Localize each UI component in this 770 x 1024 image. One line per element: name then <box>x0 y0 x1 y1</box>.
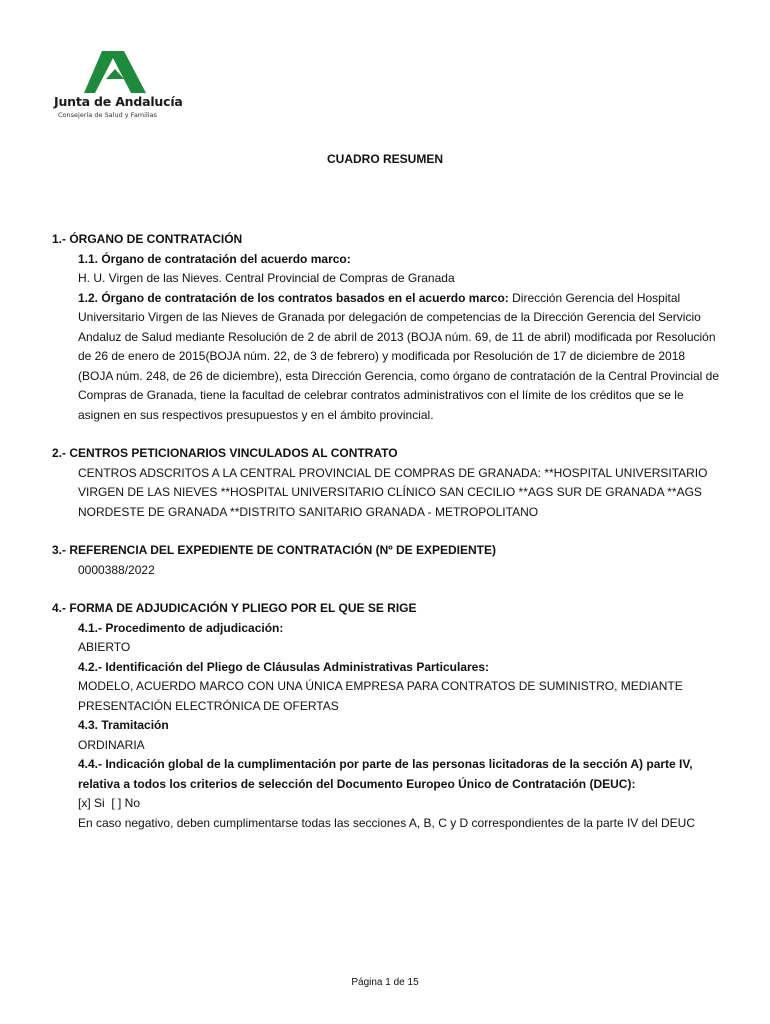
section-4-heading: 4.- FORMA DE ADJUDICACIÓN Y PLIEGO POR EL QUE SE RIGE <box>52 601 417 615</box>
page-footer: Página 1 de 15 <box>351 977 419 988</box>
section-4-4-note: En caso negativo, deben cumplimentarse todas las secciones A, B, C y D correspondientes de la parte IV del DEUC <box>78 815 695 830</box>
section-4-3-label: 4.3. Tramitación <box>78 718 169 732</box>
document-body <box>52 230 722 852</box>
section-2-heading: 2.- CENTROS PETICIONARIOS VINCULADOS AL CONTRATO <box>52 446 398 460</box>
junta-andalucia-logo-icon <box>84 50 148 94</box>
section-4-2-value: MODELO, ACUERDO MARCO CON UNA ÚNICA EMPRESA PARA CONTRATOS DE SUMINISTRO, MEDIANTE PRESENTACIÓN ELECTRÓNICA DE OFERTAS <box>78 679 683 713</box>
section-4-2-label: 4.2.- Identificación del Pliego de Cláusulas Administrativas Particulares: <box>78 659 490 674</box>
section-1-heading: 1.- ÓRGANO DE CONTRATACIÓN <box>52 232 243 246</box>
section-4-3-value: ORDINARIA <box>78 737 145 752</box>
section-4-1-value: ABIERTO <box>78 640 131 654</box>
section-3 <box>52 541 722 580</box>
logo-name: Junta de Andalucía <box>54 94 183 109</box>
section-2 <box>52 444 722 522</box>
page-title: CUADRO RESUMEN <box>326 152 443 166</box>
section-4-4-value: [x] Si [ ] No <box>78 796 141 810</box>
section-3-heading: 3.- REFERENCIA DEL EXPEDIENTE DE CONTRATACIÓN (Nº DE EXPEDIENTE) <box>52 543 496 557</box>
section-4-4-label: 4.4.- Indicación global de la cumplimentación por parte de las personas licitadoras de la sección A) parte IV, relativa a todos los criterios de selección del Documento Europeo Único de Contratación (DEUC): <box>78 757 693 791</box>
section-1-2-label: 1.2. Órgano de contratación de los contratos basados en el acuerdo marco: <box>78 290 509 305</box>
section-1-1-value: H. U. Virgen de las Nieves. Central Provincial de Compras de Granada <box>78 271 455 285</box>
section-1-2-value: Dirección Gerencia del Hospital Universitario Virgen de las Nieves de Granada por delegación de competencias de la Dirección Gerencia del Servicio Andaluz de Salud mediante Resolución de 2 de abril de 2013 (BOJA núm. 69, de 11 de abril) modificada por Resolución de 26 de enero de 2015(BOJA núm. 22, de 3 de febrero) y modificada por Resolución de 17 de diciembre de 2018 (BOJA núm. 248, de 26 de diciembre), esta Dirección Gerencia, como órgano de contratación de la Central Provincial de Compras de Granada, tiene la facultad de celebrar contratos administrativos con el límite de los créditos que se le asignen en sus respectivos presupuestos y en el ámbito provincial. <box>78 290 720 422</box>
section-4 <box>52 599 722 833</box>
section-1-2-paragraph <box>78 289 722 426</box>
section-4-1-label: 4.1.- Procedimento de adjudicación: <box>78 620 284 635</box>
section-1-1-label: 1.1. Órgano de contratación del acuerdo marco: <box>78 251 351 266</box>
section-2-value: CENTROS ADSCRITOS A LA CENTRAL PROVINCIAL DE COMPRAS DE GRANADA: **HOSPITAL UNIVERSITARIO VIRGEN DE LAS NIEVES **HOSPITAL UNIVERSITARIO CLÍNICO SAN CECILIO **AGS SUR DE GRANADA **AGS NORDESTE DE GRANADA **DISTRITO SANITARIO GRANADA - METROPOLITANO <box>78 465 708 519</box>
expediente-number: 0000388/2022 <box>78 562 155 577</box>
logo <box>52 50 182 122</box>
logo-subtitle: Consejería de Salud y Familias <box>58 111 157 119</box>
section-1 <box>52 230 722 425</box>
